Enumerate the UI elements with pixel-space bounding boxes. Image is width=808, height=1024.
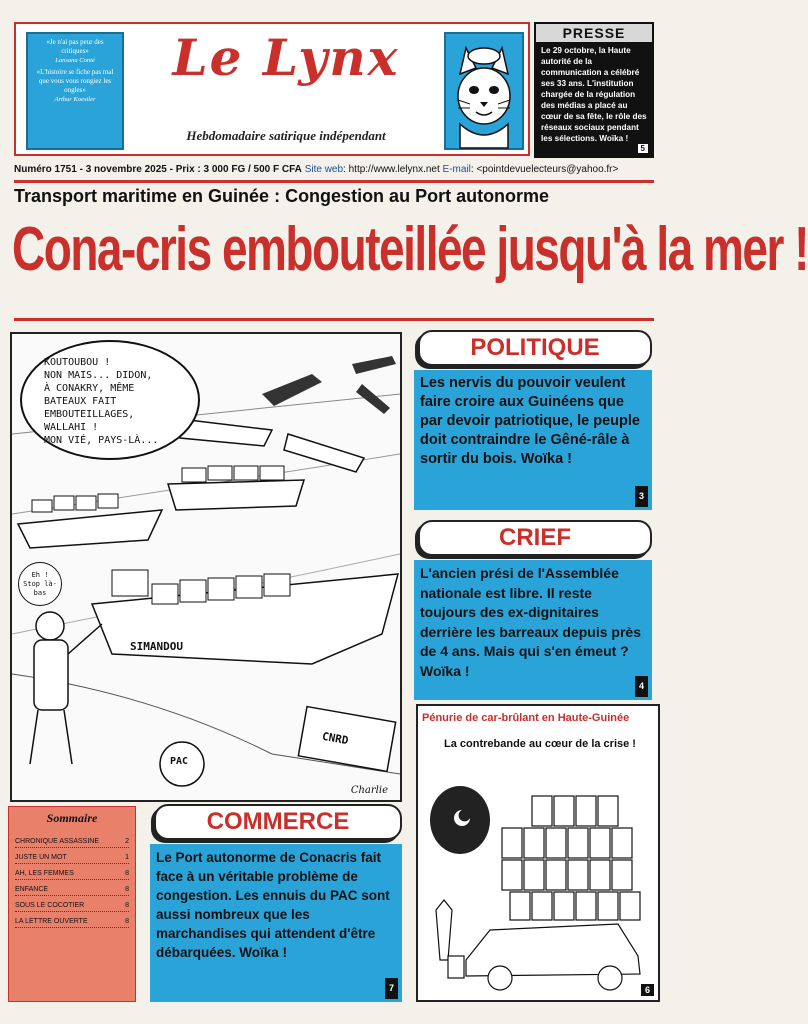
bubble-line: MON VIÉ, PAYS-LÀ... <box>44 435 159 446</box>
bubble-line: KOUTOUBOU ! <box>44 357 111 368</box>
ship-name-label: SIMANDOU <box>130 640 183 653</box>
sommaire-item[interactable] <box>15 864 129 880</box>
cartoon-signature: Charlie <box>350 785 388 796</box>
commerce-page-number: 7 <box>385 978 398 999</box>
small-speech-bubble: Eh ! Stop là-bas <box>18 562 62 606</box>
presse-text: Le 29 octobre, la Haute autorité de la communication a célébré ses 33 ans. L'institution chargée de la régulation des médias a placé au cœur de sa fête, le rôle des réseaux sociaux pendant les sélections. Woïka ! <box>541 46 647 143</box>
politique-text: Les nervis du pouvoir veulent faire croire aux Guinéens que par devoir patriotique, le peuple doit contraindre le Gêné-râle à sortir du bois. Woïka ! <box>420 375 640 467</box>
sommaire-item-label: LA LETTRE OUVERTE <box>15 918 88 925</box>
sommaire-item[interactable] <box>15 880 129 896</box>
presse-title: PRESSE <box>536 24 652 42</box>
sommaire-item-page: 2 <box>125 838 129 845</box>
bubble-line: BATEAUX FAIT <box>44 396 117 407</box>
sommaire-item[interactable] <box>15 912 129 928</box>
quote-text-1: «Je n'ai pas peur des critiques» <box>46 38 104 55</box>
lynx-mascot-illustration <box>444 32 524 150</box>
commerce-section-title: COMMERCE <box>154 804 402 840</box>
newspaper-logo: Le Lynx <box>172 28 400 87</box>
commerce-section-body <box>150 844 402 1002</box>
politique-section-title: POLITIQUE <box>418 330 652 366</box>
sommaire-item-label: CHRONIQUE ASSASSINE <box>15 838 100 845</box>
main-headline: Cona-cris embouteillée jusqu'à la mer ! <box>12 213 808 284</box>
penurie-box <box>416 704 660 1002</box>
crief-section-body <box>414 560 652 700</box>
sommaire-item[interactable] <box>15 832 129 848</box>
bubble-line: À CONAKRY, MÊME <box>44 383 135 394</box>
bag-label: PAC <box>170 756 189 767</box>
sommaire-item[interactable] <box>15 848 129 864</box>
commerce-text: Le Port autonorme de Conacris fait face à un véritable problème de congestion. Les ennuis du PAC sont aussi nombreux que les marchandises qui attendent d'être débarquées. Woïka ! <box>156 850 390 960</box>
issue-info-line <box>14 164 664 175</box>
issue-details: Numéro 1751 - 3 novembre 2025 - Prix : 3 000 FG / 500 F CFA <box>14 164 302 175</box>
penurie-title: Pénurie de car-brûlant en Haute-Guinée <box>422 712 630 724</box>
site-url[interactable]: : http://www.lelynx.net <box>343 164 440 175</box>
politique-page-number: 3 <box>635 486 648 507</box>
speech-bubble <box>20 340 200 460</box>
penurie-subtitle: La contrebande au cœur de la crise ! <box>444 738 636 750</box>
bubble-line: EMBOUTEILLAGES, <box>44 409 135 420</box>
crief-page-number: 4 <box>635 676 648 698</box>
crief-section-title: CRIEF <box>418 520 652 556</box>
sommaire-item-label: AH, LES FEMMES <box>15 870 74 877</box>
presse-box <box>534 22 654 158</box>
site-label: Site web <box>304 164 344 175</box>
sommaire-item-label: JUSTE UN MOT <box>15 854 67 861</box>
sommaire-box <box>8 806 136 1002</box>
quote-text-2: «L'histoire se fiche pas mal que vous vous rongiez les ongles» <box>36 68 114 94</box>
sommaire-item-page: 8 <box>125 902 129 909</box>
sommaire-title: Sommaire <box>46 811 98 825</box>
fuel-smuggling-drawing <box>418 760 658 1000</box>
sommaire-item-page: 1 <box>125 854 129 861</box>
bubble-line: NON MAIS... DIDON, <box>44 370 153 381</box>
quote-author-2: Arthur Koestler <box>54 96 96 103</box>
divider-rule <box>14 318 654 321</box>
sommaire-item-label: SOUS LE COCOTIER <box>15 902 85 909</box>
tagline: Hebdomadaire satirique indépendant <box>186 128 386 143</box>
kicker: Transport maritime en Guinée : Congestion au Port autonorme <box>14 186 550 206</box>
sommaire-item-page: 8 <box>125 918 129 925</box>
sommaire-item-page: 8 <box>125 886 129 893</box>
divider-rule <box>14 180 654 183</box>
politique-section-body <box>414 370 652 510</box>
email-address[interactable]: : <pointdevuelecteurs@yahoo.fr> <box>470 164 619 175</box>
sommaire-item[interactable] <box>15 896 129 912</box>
penurie-page-number: 6 <box>641 984 654 996</box>
presse-page-number: 5 <box>638 144 648 153</box>
bubble-line: WALLAHI ! <box>44 422 99 433</box>
email-label: E-mail <box>442 164 471 175</box>
crief-text: L'ancien prési de l'Assemblée nationale est libre. Il reste toujours des ex-dignitaires derrière les barreaux depuis près de 4 ans. Mais qui s'en émeut ? Woïka ! <box>420 565 641 679</box>
quote-box <box>26 32 124 150</box>
masthead <box>14 22 530 156</box>
sommaire-item-page: 8 <box>125 870 129 877</box>
sommaire-item-label: ENFANCE <box>15 886 49 893</box>
main-cartoon <box>10 332 402 802</box>
sign-label: CNRD <box>321 729 350 748</box>
quote-author-1: Lansana Conté <box>55 57 95 64</box>
